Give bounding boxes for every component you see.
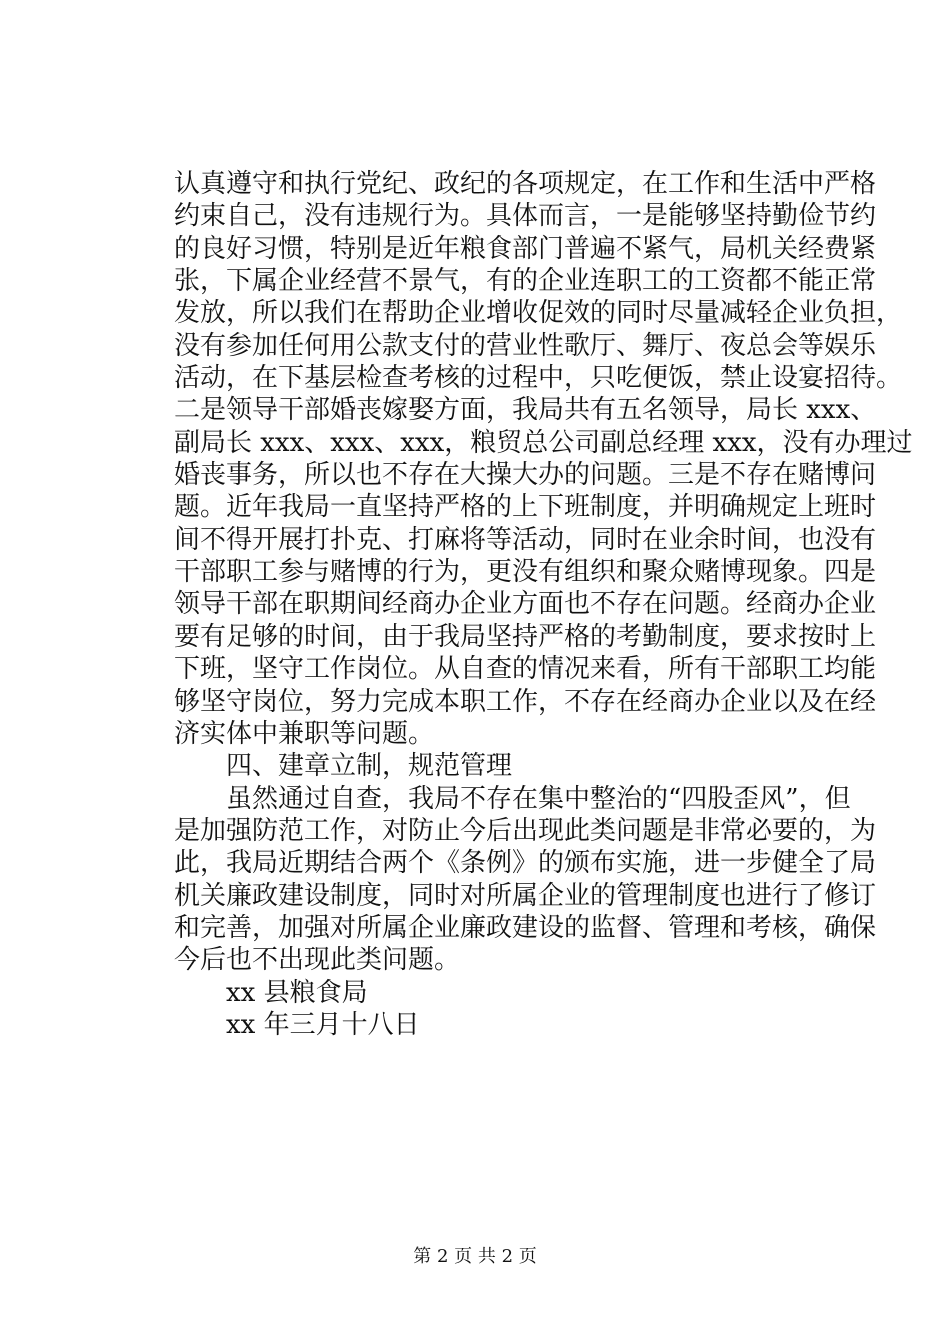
body-line: 活动，在下基层检查考核的过程中，只吃便饭，禁止设宴招待。 <box>174 363 903 394</box>
body-line: 二是领导干部婚丧嫁娶方面，我局共有五名领导，局长 xxx、 <box>174 395 877 426</box>
document-body <box>174 168 913 1041</box>
body-line: 婚丧事务，所以也不存在大操大办的问题。三是不存在赌博问 <box>174 460 877 491</box>
body-line: 副局长 xxx、xxx、xxx，粮贸总公司副总经理 xxx，没有办理过 <box>174 427 913 458</box>
body-line: 发放，所以我们在帮助企业增收促效的同时尽量减轻企业负担， <box>174 298 903 329</box>
body-line: 干部职工参与赌博的行为，更没有组织和聚众赌博现象。四是 <box>174 557 877 588</box>
body-line: 济实体中兼职等问题。 <box>174 718 435 749</box>
body-line: 间不得开展打扑克、打麻将等活动，同时在业余时间，也没有 <box>174 524 877 555</box>
signature-organization: xx 县粮食局 <box>226 977 368 1008</box>
body-line: 下班，坚守工作岗位。从自查的情况来看，所有干部职工均能 <box>174 654 877 685</box>
body-line: 认真遵守和执行党纪、政纪的各项规定，在工作和生活中严格 <box>174 169 877 199</box>
body-line: 张，下属企业经营不景气，有的企业连职工的工资都不能正常 <box>174 266 877 297</box>
body-line: 领导干部在职期间经商办企业方面也不存在问题。经商办企业 <box>174 589 877 620</box>
body-line: 够坚守岗位，努力完成本职工作，不存在经商办企业以及在经 <box>174 686 877 717</box>
page-number-label: 第 2 页 共 2 页 <box>413 1246 537 1267</box>
section-line: 此，我局近期结合两个《条例》的颁布实施，进一步健全了局 <box>174 848 877 879</box>
body-line: 题。近年我局一直坚持严格的上下班制度，并明确规定上班时 <box>174 492 877 523</box>
section-line: 虽然通过自查，我局不存在集中整治的“四股歪风”，但 <box>226 783 851 814</box>
signature-date: xx 年三月十八日 <box>226 1009 420 1040</box>
body-line: 要有足够的时间，由于我局坚持严格的考勤制度，要求按时上 <box>174 621 877 652</box>
section-line: 今后也不出现此类问题。 <box>174 945 461 976</box>
body-line: 的良好习惯，特别是近年粮食部门普遍不紧气，局机关经费紧 <box>174 233 877 264</box>
body-line: 没有参加任何用公款支付的营业性歌厅、舞厅、夜总会等娱乐 <box>174 330 877 361</box>
page-footer <box>0 1242 950 1268</box>
body-line: 约束自己，没有违规行为。具体而言，一是能够坚持勤俭节约 <box>174 201 877 232</box>
section-line: 是加强防范工作，对防止今后出现此类问题是非常必要的，为 <box>174 815 877 846</box>
section-line: 和完善，加强对所属企业廉政建设的监督、管理和考核，确保 <box>174 912 877 943</box>
section-line: 机关廉政建设制度，同时对所属企业的管理制度也进行了修订 <box>174 880 877 911</box>
section-heading: 四、建章立制，规范管理 <box>226 751 513 782</box>
